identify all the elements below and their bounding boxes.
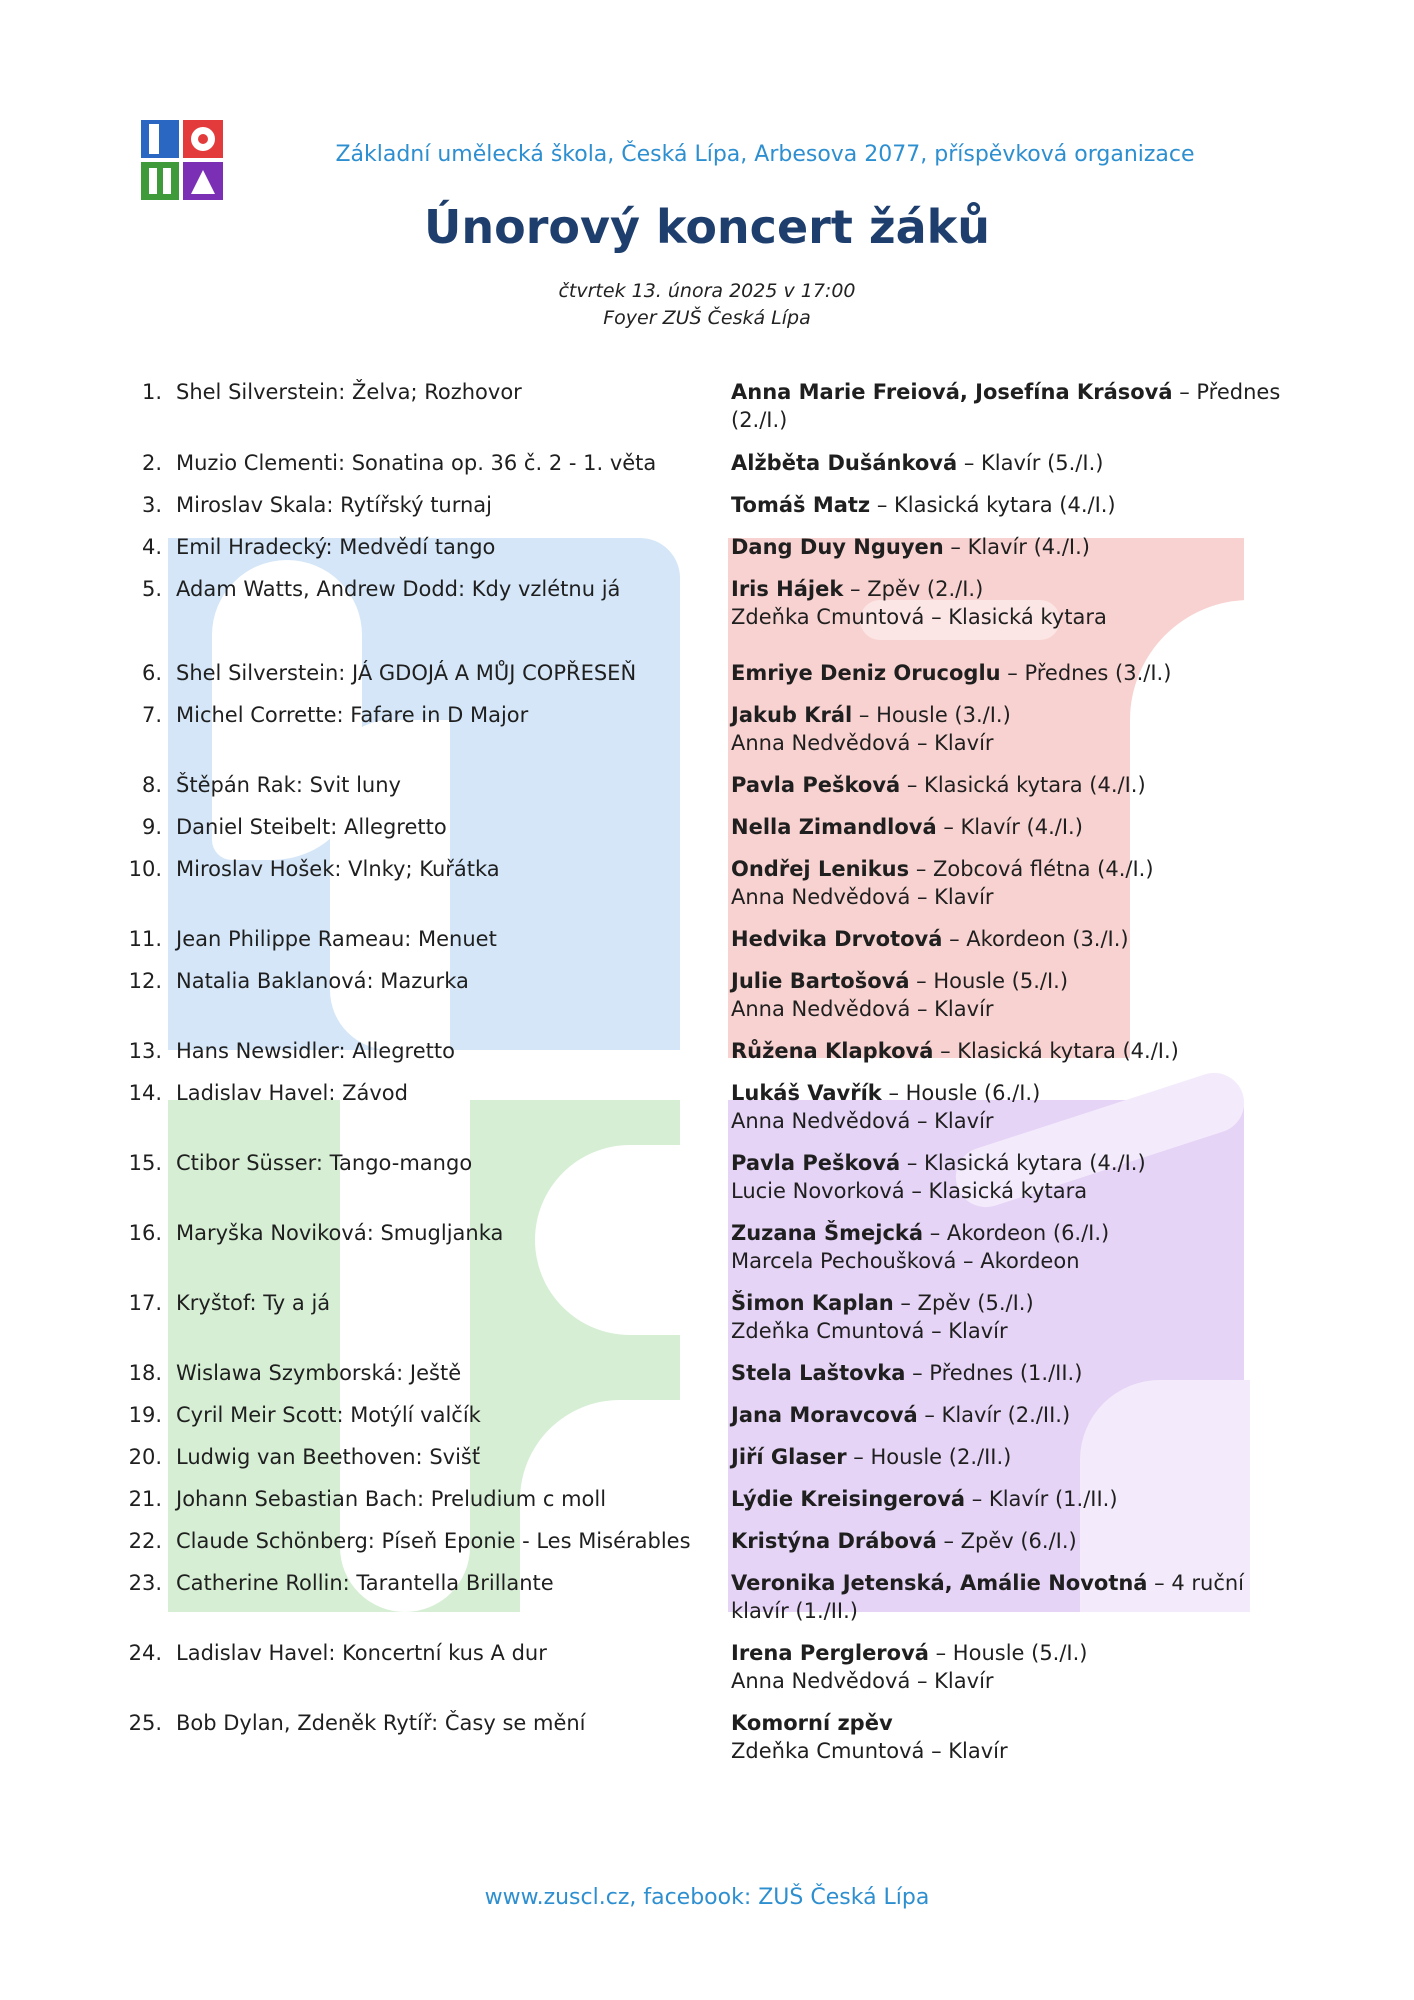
piece-title: Ctibor Süsser: Tango-mango — [176, 1151, 473, 1175]
piece-title: Ladislav Havel: Závod — [176, 1081, 408, 1105]
performer-line — [731, 1149, 1291, 1177]
performer-name: Alžběta Dušánková — [731, 451, 958, 475]
item-number: 20. — [128, 1445, 162, 1469]
performer-detail: – Přednes (1./II.) — [905, 1361, 1083, 1385]
performer-line — [731, 378, 1291, 434]
item-number: 6. — [141, 661, 162, 685]
piece-title: Catherine Rollin: Tarantella Brillante — [176, 1571, 554, 1595]
performers — [731, 701, 1291, 757]
performer-detail: – Housle (6./I.) — [881, 1081, 1041, 1105]
performers — [731, 967, 1291, 1023]
performer-line — [731, 1527, 1291, 1555]
performer-name: Irena Perglerová — [731, 1641, 929, 1665]
performer-line — [731, 1639, 1291, 1667]
performer-line — [731, 1037, 1291, 1065]
piece-title: Cyril Meir Scott: Motýlí valčík — [176, 1403, 481, 1427]
performer-detail: Zdeňka Cmuntová – Klavír — [731, 1319, 1008, 1343]
performer-detail: – Klasická kytara (4./I.) — [933, 1039, 1179, 1063]
performers — [731, 1149, 1291, 1205]
performer-detail: – Klavír (4./I.) — [943, 535, 1090, 559]
performer-line — [731, 925, 1291, 953]
performer-detail: – Akordeon (3./I.) — [942, 927, 1129, 951]
item-number: 11. — [128, 927, 162, 951]
performers — [731, 1709, 1291, 1765]
performer-detail: – Housle (3./I.) — [852, 703, 1011, 727]
performer-name: Lukáš Vavřík — [731, 1081, 882, 1105]
performer-line — [731, 995, 1291, 1023]
item-number: 23. — [128, 1571, 162, 1595]
item-number: 12. — [128, 969, 162, 993]
performers — [731, 1219, 1291, 1275]
performer-detail: Anna Nedvědová – Klavír — [731, 731, 994, 755]
performer-name: Zuzana Šmejcká — [731, 1221, 924, 1245]
performer-name: Lýdie Kreisingerová — [731, 1487, 966, 1511]
performer-line — [731, 449, 1291, 477]
performer-detail: – Akordeon (6./I.) — [923, 1221, 1110, 1245]
performer-line — [731, 1317, 1291, 1345]
performer-detail: – Klavír (2./II.) — [917, 1403, 1071, 1427]
item-number: 19. — [128, 1403, 162, 1427]
performer-name: Dang Duy Nguyen — [731, 535, 944, 559]
performers — [731, 1359, 1291, 1387]
piece-title: Adam Watts, Andrew Dodd: Kdy vzlétnu já — [176, 577, 621, 601]
concert-date: čtvrtek 13. února 2025 v 17:00 — [558, 280, 856, 302]
performers — [731, 1079, 1291, 1135]
performer-name: Nella Zimandlová — [731, 815, 937, 839]
item-number: 7. — [141, 703, 162, 727]
piece-title: Emil Hradecký: Medvědí tango — [176, 535, 496, 559]
performer-name: Kristýna Drábová — [731, 1529, 937, 1553]
performer-detail: – Přednes (2./I.) — [731, 380, 1281, 432]
performer-detail: – Přednes (3./I.) — [1000, 661, 1172, 685]
performers — [731, 1289, 1291, 1345]
performer-name: Julie Bartošová — [731, 969, 910, 993]
performer-detail: – Klavír (4./I.) — [936, 815, 1083, 839]
performer-name: Šimon Kaplan — [731, 1291, 894, 1315]
performers — [731, 491, 1291, 519]
performer-line — [731, 1709, 1291, 1737]
performer-line — [731, 1485, 1291, 1513]
piece-title: Daniel Steibelt: Allegretto — [176, 815, 447, 839]
performers — [731, 1639, 1291, 1695]
performer-name: Emriye Deniz Orucoglu — [731, 661, 1001, 685]
performer-line — [731, 575, 1291, 603]
performer-detail: Zdeňka Cmuntová – Klasická kytara — [731, 605, 1107, 629]
performers — [731, 659, 1291, 687]
performer-name: Tomáš Matz — [731, 493, 871, 517]
piece-title: Shel Silverstein: Želva; Rozhovor — [176, 380, 522, 404]
performer-line — [731, 1401, 1291, 1429]
piece-title: Bob Dylan, Zdeněk Rytíř: Časy se mění — [176, 1711, 586, 1735]
piece-title: Maryška Noviková: Smugljanka — [176, 1221, 504, 1245]
performer-detail: – Housle (2./II.) — [846, 1445, 1012, 1469]
performer-name: Ondřej Lenikus — [731, 857, 910, 881]
performer-detail: – Klavír (1./II.) — [965, 1487, 1118, 1511]
item-number: 9. — [141, 815, 162, 839]
performer-line — [731, 491, 1291, 519]
piece-title: Michel Corrette: Fafare in D Major — [176, 703, 529, 727]
performer-line — [731, 771, 1291, 799]
performer-name: Pavla Pešková — [731, 773, 901, 797]
performer-line — [731, 1219, 1291, 1247]
performer-detail: Anna Nedvědová – Klavír — [731, 1109, 994, 1133]
school-name: Základní umělecká škola, Česká Lípa, Arbesova 2077, příspěvková organizace — [335, 142, 1195, 167]
performer-detail: – 4 ruční klavír (1./II.) — [731, 1571, 1245, 1623]
item-number: 5. — [141, 577, 162, 601]
performers — [731, 925, 1291, 953]
performers — [731, 575, 1291, 631]
item-number: 10. — [128, 857, 162, 881]
performer-detail: Zdeňka Cmuntová – Klavír — [731, 1739, 1008, 1763]
performer-name: Komorní zpěv — [731, 1711, 893, 1735]
performer-name: Veronika Jetenská, Amálie Novotná — [731, 1571, 1148, 1595]
piece-title: Wislawa Szymborská: Ještě — [176, 1361, 462, 1385]
performer-name: Hedvika Drvotová — [731, 927, 943, 951]
performers — [731, 1569, 1291, 1625]
performer-detail: – Housle (5./I.) — [909, 969, 1069, 993]
performer-line — [731, 1359, 1291, 1387]
item-number: 21. — [128, 1487, 162, 1511]
performer-name: Stela Laštovka — [731, 1361, 906, 1385]
performer-line — [731, 1667, 1291, 1695]
performer-detail: Anna Nedvědová – Klavír — [731, 997, 994, 1021]
item-number: 3. — [141, 493, 162, 517]
item-number: 18. — [128, 1361, 162, 1385]
performers — [731, 855, 1291, 911]
performer-detail: – Housle (5./I.) — [928, 1641, 1088, 1665]
performer-line — [731, 1247, 1291, 1275]
performer-detail: – Zobcová flétna (4./I.) — [909, 857, 1154, 881]
performer-detail: – Klasická kytara (4./I.) — [900, 773, 1146, 797]
item-number: 15. — [128, 1151, 162, 1175]
performer-line — [731, 1079, 1291, 1107]
piece-title: Kryštof: Ty a já — [176, 1291, 331, 1315]
performer-line — [731, 701, 1291, 729]
piece-title: Shel Silverstein: JÁ GDOJÁ A MŮJ COPŘESEŇ — [176, 661, 637, 685]
piece-title: Muzio Clementi: Sonatina op. 36 č. 2 - 1. věta — [176, 451, 657, 475]
performer-detail: – Klasická kytara (4./I.) — [900, 1151, 1146, 1175]
performer-name: Jiří Glaser — [731, 1445, 847, 1469]
performer-name: Jana Moravcová — [731, 1403, 918, 1427]
performer-line — [731, 729, 1291, 757]
performers — [731, 1037, 1291, 1065]
performers — [731, 1443, 1291, 1471]
piece-title: Ladislav Havel: Koncertní kus A dur — [176, 1641, 547, 1665]
performer-detail: – Zpěv (5./I.) — [893, 1291, 1034, 1315]
performers — [731, 771, 1291, 799]
performer-line — [731, 1107, 1291, 1135]
performers — [731, 1527, 1291, 1555]
performer-line — [731, 603, 1291, 631]
performer-detail: Anna Nedvědová – Klavír — [731, 885, 994, 909]
item-number: 24. — [128, 1641, 162, 1665]
performer-line — [731, 533, 1291, 561]
performer-line — [731, 1443, 1291, 1471]
performers — [731, 1401, 1291, 1429]
performer-line — [731, 883, 1291, 911]
piece-title: Ludwig van Beethoven: Svišť — [176, 1445, 481, 1469]
performer-line — [731, 659, 1291, 687]
performer-detail: Anna Nedvědová – Klavír — [731, 1669, 994, 1693]
item-number: 14. — [128, 1081, 162, 1105]
performer-line — [731, 813, 1291, 841]
performer-line — [731, 1289, 1291, 1317]
performer-line — [731, 1569, 1291, 1625]
item-number: 25. — [128, 1711, 162, 1735]
performer-line — [731, 1737, 1291, 1765]
performer-name: Růžena Klapková — [731, 1039, 934, 1063]
performer-line — [731, 1177, 1291, 1205]
piece-title: Miroslav Skala: Rytířský turnaj — [176, 493, 493, 517]
item-number: 8. — [141, 773, 162, 797]
piece-title: Jean Philippe Rameau: Menuet — [176, 927, 497, 951]
item-number: 1. — [141, 380, 162, 404]
piece-title: Natalia Baklanová: Mazurka — [176, 969, 469, 993]
performer-name: Anna Marie Freiová, Josefína Krásová — [731, 380, 1173, 404]
item-number: 4. — [141, 535, 162, 559]
performer-detail: – Klasická kytara (4./I.) — [870, 493, 1116, 517]
performer-name: Iris Hájek — [731, 577, 844, 601]
performer-detail: – Zpěv (2./I.) — [843, 577, 984, 601]
performer-detail: – Klavír (5./I.) — [957, 451, 1104, 475]
piece-title: Štěpán Rak: Svit luny — [176, 773, 401, 797]
piece-title: Miroslav Hošek: Vlnky; Kuřátka — [176, 857, 500, 881]
item-number: 13. — [128, 1039, 162, 1063]
footer-links: www.zuscl.cz, facebook: ZUŠ Česká Lípa — [484, 1885, 930, 1910]
performer-detail: – Zpěv (6./I.) — [936, 1529, 1077, 1553]
item-number: 17. — [128, 1291, 162, 1315]
item-number: 2. — [141, 451, 162, 475]
performer-name: Jakub Král — [731, 703, 853, 727]
performers — [731, 449, 1291, 477]
concert-title: Únorový koncert žáků — [424, 200, 990, 254]
performers — [731, 378, 1291, 434]
performer-name: Pavla Pešková — [731, 1151, 901, 1175]
piece-title: Johann Sebastian Bach: Preludium c moll — [176, 1487, 607, 1511]
performers — [731, 813, 1291, 841]
concert-venue: Foyer ZUŠ Česká Lípa — [603, 307, 811, 329]
performer-detail: Lucie Novorková – Klasická kytara — [731, 1179, 1088, 1203]
performer-line — [731, 967, 1291, 995]
performer-line — [731, 855, 1291, 883]
piece-title: Hans Newsidler: Allegretto — [176, 1039, 455, 1063]
item-number: 16. — [128, 1221, 162, 1245]
item-number: 22. — [128, 1529, 162, 1553]
piece-title: Claude Schönberg: Píseň Eponie - Les Misérables — [176, 1529, 691, 1553]
performer-detail: Marcela Pechoušková – Akordeon — [731, 1249, 1080, 1273]
performers — [731, 1485, 1291, 1513]
performers — [731, 533, 1291, 561]
